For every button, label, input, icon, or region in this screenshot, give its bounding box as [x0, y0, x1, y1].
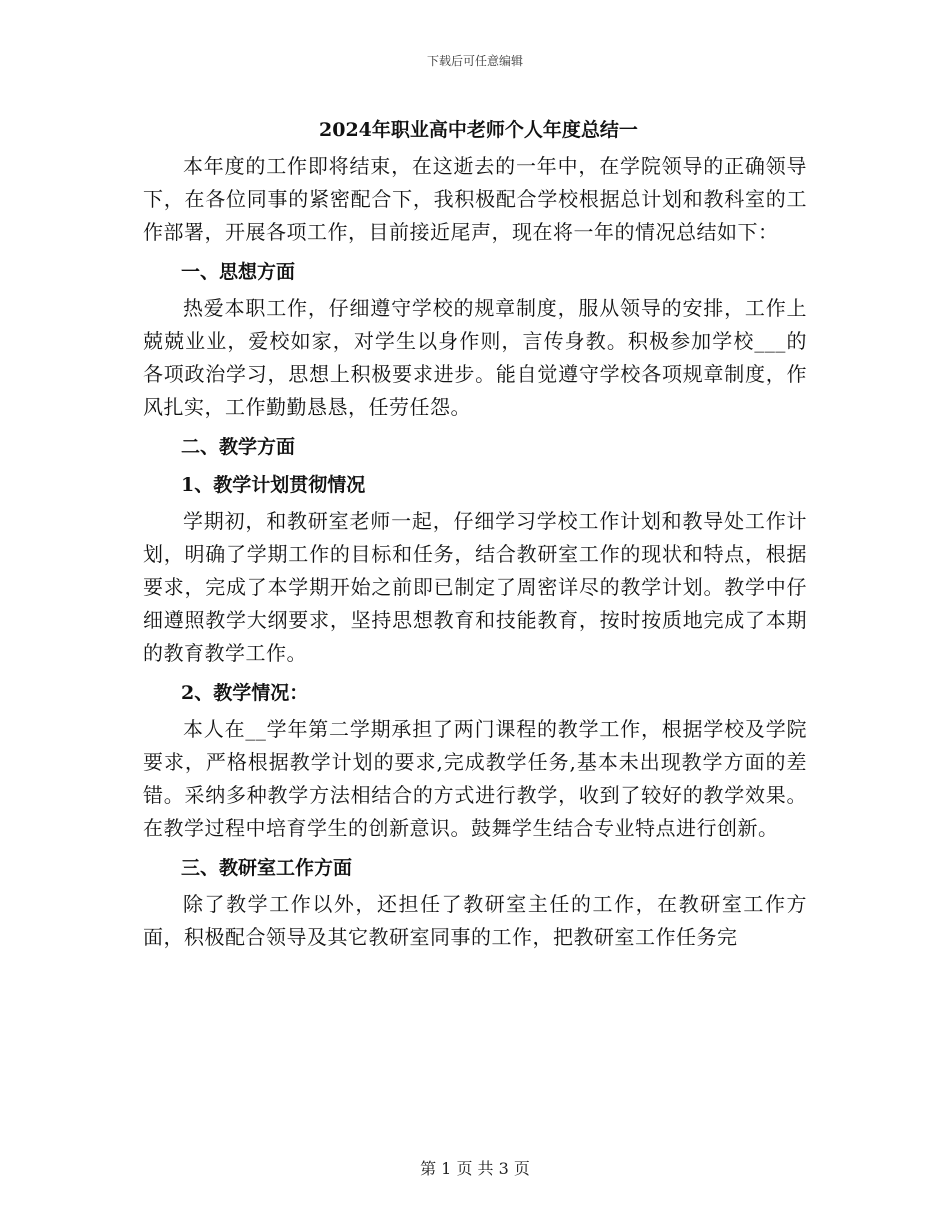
document-body [143, 114, 807, 954]
section-heading-research-office: 三、教研室工作方面 [181, 857, 353, 879]
intro-paragraph: 本年度的工作即将结束，在这逝去的一年中，在学院领导的正确领导下，在各位同事的紧密配合下，我积极配合学校根据总计划和教科室的工作部署，开展各项工作，目前接近尾声，现在将一年的情况总结如下： [143, 154, 807, 244]
section-heading-teaching: 二、教学方面 [181, 436, 296, 458]
subsection-body-plan: 学期初，和教研室老师一起，仔细学习学校工作计划和教导处工作计划，明确了学期工作的目标和任务，结合教研室工作的现状和特点，根据要求，完成了本学期开始之前即已制定了周密详尽的教学计划。教学中仔细遵照教学大纲要求，坚持思想教育和技能教育，按时按质地完成了本期的教育教学工作。 [143, 509, 807, 665]
subsection-body-situation: 本人在__学年第二学期承担了两门课程的教学工作，根据学校及学院要求，严格根据教学计划的要求,完成教学任务,基本未出现教学方面的差错。采纳多种教学方法相结合的方式进行教学，收到了较好的教学效果。在教学过程中培育学生的创新意识。鼓舞学生结合专业特点进行创新。 [143, 717, 807, 840]
section-heading-thought: 一、思想方面 [181, 261, 296, 283]
page-footer: 第 1 页 共 3 页 [420, 1159, 530, 1178]
subsection-heading-situation: 2、教学情况： [181, 682, 309, 704]
document-title: 2024年职业高中老师个人年度总结一 [319, 119, 638, 141]
subsection-heading-plan: 1、教学计划贯彻情况 [181, 474, 366, 496]
section-body-thought: 热爱本职工作，仔细遵守学校的规章制度，服从领导的安排，工作上兢兢业业，爱校如家，对学生以身作则，言传身教。积极参加学校___的各项政治学习，思想上积极要求进步。能自觉遵守学校各项规章制度，作风扎实，工作勤勤恳恳，任劳任怨。 [143, 296, 807, 419]
header-note: 下载后可任意编辑 [426, 54, 523, 68]
section-body-research-office: 除了教学工作以外，还担任了教研室主任的工作，在教研室工作方面，积极配合领导及其它教研室同事的工作，把教研室工作任务完 [143, 892, 807, 949]
